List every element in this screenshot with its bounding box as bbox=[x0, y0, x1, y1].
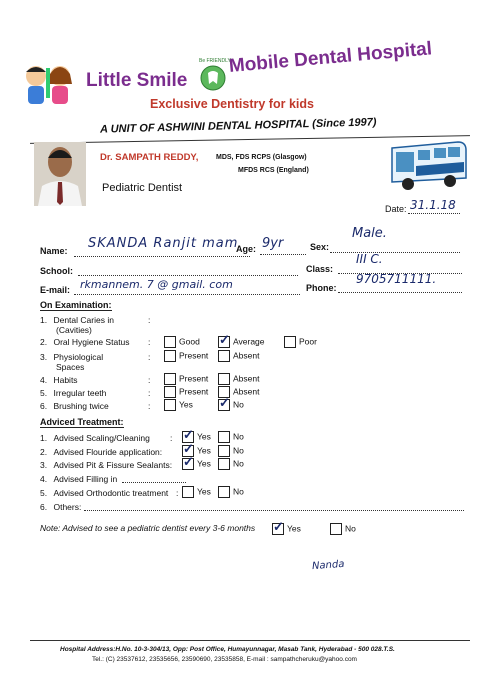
option-label: Absent bbox=[233, 373, 260, 384]
option-yes[interactable] bbox=[182, 486, 211, 498]
email-value: rkmannem. 7 @ gmail. com bbox=[80, 278, 233, 291]
treatment-label: Advised Orthodontic treatment bbox=[53, 488, 169, 498]
option-label: Yes bbox=[197, 458, 211, 469]
checkbox[interactable] bbox=[218, 431, 230, 443]
signature: Nanda bbox=[311, 558, 345, 573]
option-label: Yes bbox=[287, 523, 301, 534]
doctor-name: Dr. SAMPATH REDDY, bbox=[100, 152, 199, 163]
school-line bbox=[78, 275, 298, 276]
title-little-smile: Little Smile bbox=[86, 70, 188, 91]
treatment-label: Advised Flouride application: bbox=[53, 447, 163, 457]
exam-num: 1. bbox=[40, 315, 48, 325]
phone-line bbox=[338, 292, 462, 293]
treatment-num: 3. bbox=[40, 460, 48, 470]
treatment-item-5 bbox=[40, 488, 168, 498]
option-no[interactable] bbox=[218, 431, 244, 443]
checkbox-checked[interactable] bbox=[218, 399, 230, 411]
exam-item-4 bbox=[40, 375, 78, 385]
exam-colon: : bbox=[148, 315, 151, 325]
class-value: III C. bbox=[356, 252, 383, 266]
option-good[interactable] bbox=[164, 336, 200, 348]
option-no[interactable] bbox=[218, 445, 244, 457]
age-label: Age: bbox=[236, 244, 256, 254]
checkbox[interactable] bbox=[218, 458, 230, 470]
checkbox[interactable] bbox=[218, 445, 230, 457]
checkbox[interactable] bbox=[218, 373, 230, 385]
note-yes[interactable] bbox=[272, 523, 301, 535]
address-label: Hospital Address: bbox=[60, 646, 116, 653]
footer-divider bbox=[30, 640, 470, 641]
exam-num: 4. bbox=[40, 375, 48, 385]
exam-label-2: (Cavities) bbox=[56, 325, 92, 335]
exam-item-1 bbox=[40, 315, 114, 325]
option-label: Yes bbox=[179, 399, 193, 410]
exam-label: Irregular teeth bbox=[53, 388, 107, 398]
sex-label: Sex: bbox=[310, 242, 330, 252]
exam-label: Habits bbox=[53, 375, 78, 385]
checkbox[interactable] bbox=[182, 486, 194, 498]
option-label: No bbox=[345, 523, 356, 534]
treatment-num: 2. bbox=[40, 447, 48, 457]
checkbox[interactable] bbox=[164, 373, 176, 385]
checkbox[interactable] bbox=[218, 486, 230, 498]
exam-item-2 bbox=[40, 337, 130, 347]
sex-value: Male. bbox=[352, 226, 387, 241]
treatment-item-6 bbox=[40, 502, 81, 512]
option-label: No bbox=[233, 399, 244, 410]
exam-num: 2. bbox=[40, 337, 48, 347]
checkbox-checked[interactable] bbox=[272, 523, 284, 535]
checkbox[interactable] bbox=[330, 523, 342, 535]
age-value: 9yr bbox=[262, 236, 284, 251]
exam-item-3 bbox=[40, 352, 103, 362]
option-label: Absent bbox=[233, 350, 260, 361]
option-no[interactable] bbox=[218, 458, 244, 470]
email-label: E-mail: bbox=[40, 285, 71, 295]
treatment-colon: : bbox=[176, 488, 179, 498]
examination-heading: On Examination: bbox=[40, 300, 112, 310]
doctor-role: Pediatric Dentist bbox=[102, 182, 183, 194]
address-text: H.No. 10-3-304/13, Opp: Post Office, Humayunnagar, Masab Tank, Hyderabad - 500 028.T.S. bbox=[115, 646, 395, 653]
exam-label: Oral Hygiene Status bbox=[53, 337, 130, 347]
footer-address bbox=[60, 646, 395, 653]
exam-label: Dental Caries in bbox=[53, 315, 114, 325]
exam-item-6 bbox=[40, 401, 109, 411]
exam-num: 6. bbox=[40, 401, 48, 411]
note-no[interactable] bbox=[330, 523, 356, 535]
name-line bbox=[74, 256, 250, 257]
treatment-label: Others: bbox=[53, 502, 82, 512]
option-poor[interactable] bbox=[284, 336, 317, 348]
option-present[interactable] bbox=[164, 350, 208, 362]
option-label: No bbox=[233, 486, 244, 497]
checkbox[interactable] bbox=[164, 350, 176, 362]
exam-colon: : bbox=[148, 388, 151, 398]
treatment-label: Advised Pit & Fissure Sealants: bbox=[53, 460, 173, 470]
school-label: School: bbox=[40, 266, 73, 276]
checkbox[interactable] bbox=[164, 399, 176, 411]
option-label: Yes bbox=[197, 486, 211, 497]
option-label: Yes bbox=[197, 445, 211, 456]
option-label: Present bbox=[179, 373, 209, 384]
exam-num: 5. bbox=[40, 388, 48, 398]
date-label: Date: bbox=[385, 204, 407, 214]
checkbox[interactable] bbox=[164, 336, 176, 348]
checkbox[interactable] bbox=[218, 350, 230, 362]
exam-label-2: Spaces bbox=[56, 362, 85, 372]
option-present[interactable] bbox=[164, 373, 208, 385]
class-label: Class: bbox=[306, 264, 334, 274]
option-average[interactable] bbox=[218, 336, 265, 348]
treatment-item-1 bbox=[40, 433, 150, 443]
phone-label: Phone: bbox=[306, 283, 337, 293]
note-text: Note: Advised to see a pediatric dentist every 3-6 months bbox=[40, 523, 256, 533]
option-label: Present bbox=[179, 350, 209, 361]
checkbox[interactable] bbox=[164, 386, 176, 398]
treatment-colon: : bbox=[170, 433, 173, 443]
checkbox-checked[interactable] bbox=[182, 458, 194, 470]
filling-line bbox=[122, 482, 186, 483]
treatment-num: 5. bbox=[40, 488, 48, 498]
exam-colon: : bbox=[148, 337, 151, 347]
footer-tel: Tel.: (C) 23537612, 23535656, 23590690, 23535858, E-mail : sampathcheruku@yahoo.com bbox=[92, 656, 357, 663]
tooth-badge-icon bbox=[200, 62, 226, 92]
treatment-item-2 bbox=[40, 447, 162, 457]
option-absent[interactable] bbox=[218, 373, 259, 385]
option-label: No bbox=[233, 445, 244, 456]
email-line bbox=[74, 294, 300, 295]
treatment-heading: Adviced Treatment: bbox=[40, 417, 124, 427]
sex-line bbox=[330, 252, 460, 253]
exam-label: Brushing twice bbox=[53, 401, 109, 411]
exam-num: 3. bbox=[40, 352, 48, 362]
option-absent[interactable] bbox=[218, 350, 259, 362]
option-label: Absent bbox=[233, 386, 260, 397]
option-label: Good bbox=[179, 336, 200, 347]
option-label: Average bbox=[233, 336, 265, 347]
exam-colon: : bbox=[148, 375, 151, 385]
treatment-num: 1. bbox=[40, 433, 48, 443]
option-label: Present bbox=[179, 386, 209, 397]
treatment-label: Advised Scaling/Cleaning bbox=[53, 433, 150, 443]
phone-value: 9705711111. bbox=[356, 272, 437, 286]
age-line bbox=[260, 254, 306, 255]
treatment-item-3 bbox=[40, 460, 172, 470]
option-label: Yes bbox=[197, 431, 211, 442]
option-yes[interactable] bbox=[182, 458, 211, 470]
date-underline bbox=[408, 213, 460, 214]
checkbox-checked[interactable] bbox=[218, 336, 230, 348]
exam-label: Physiological bbox=[53, 352, 104, 362]
exam-colon: : bbox=[148, 352, 151, 362]
treatment-item-4 bbox=[40, 474, 117, 484]
title-mobile-dental: Mobile Dental Hospital bbox=[228, 38, 433, 78]
option-no[interactable] bbox=[218, 486, 244, 498]
option-no[interactable] bbox=[218, 399, 244, 411]
option-label: No bbox=[233, 431, 244, 442]
unit-line: A UNIT OF ASHWINI DENTAL HOSPITAL (Since 1997) bbox=[99, 116, 377, 136]
treatment-label: Advised Filling in bbox=[53, 474, 118, 484]
exam-item-5 bbox=[40, 388, 106, 398]
logo-badge-text: Be FRIENDLY bbox=[199, 58, 231, 64]
option-label: Poor bbox=[299, 336, 317, 347]
date-value: 31.1.18 bbox=[410, 198, 456, 212]
exam-colon: : bbox=[148, 401, 151, 411]
kids-logo bbox=[18, 62, 80, 110]
name-label: Name: bbox=[40, 246, 68, 256]
option-label: No bbox=[233, 458, 244, 469]
subtitle: Exclusive Dentistry for kids bbox=[150, 97, 314, 111]
doctor-quals: MDS, FDS RCPS (Glasgow) bbox=[216, 154, 307, 161]
others-line bbox=[84, 510, 464, 511]
name-value: SKANDA Ranjit mam bbox=[88, 236, 239, 251]
doctor-quals-2: MFDS RCS (England) bbox=[238, 167, 309, 174]
treatment-num: 4. bbox=[40, 474, 48, 484]
option-present[interactable] bbox=[164, 386, 208, 398]
checkbox[interactable] bbox=[284, 336, 296, 348]
treatment-num: 6. bbox=[40, 502, 48, 512]
bus-icon bbox=[386, 138, 470, 194]
option-yes[interactable] bbox=[164, 399, 193, 411]
doctor-photo bbox=[34, 142, 86, 206]
